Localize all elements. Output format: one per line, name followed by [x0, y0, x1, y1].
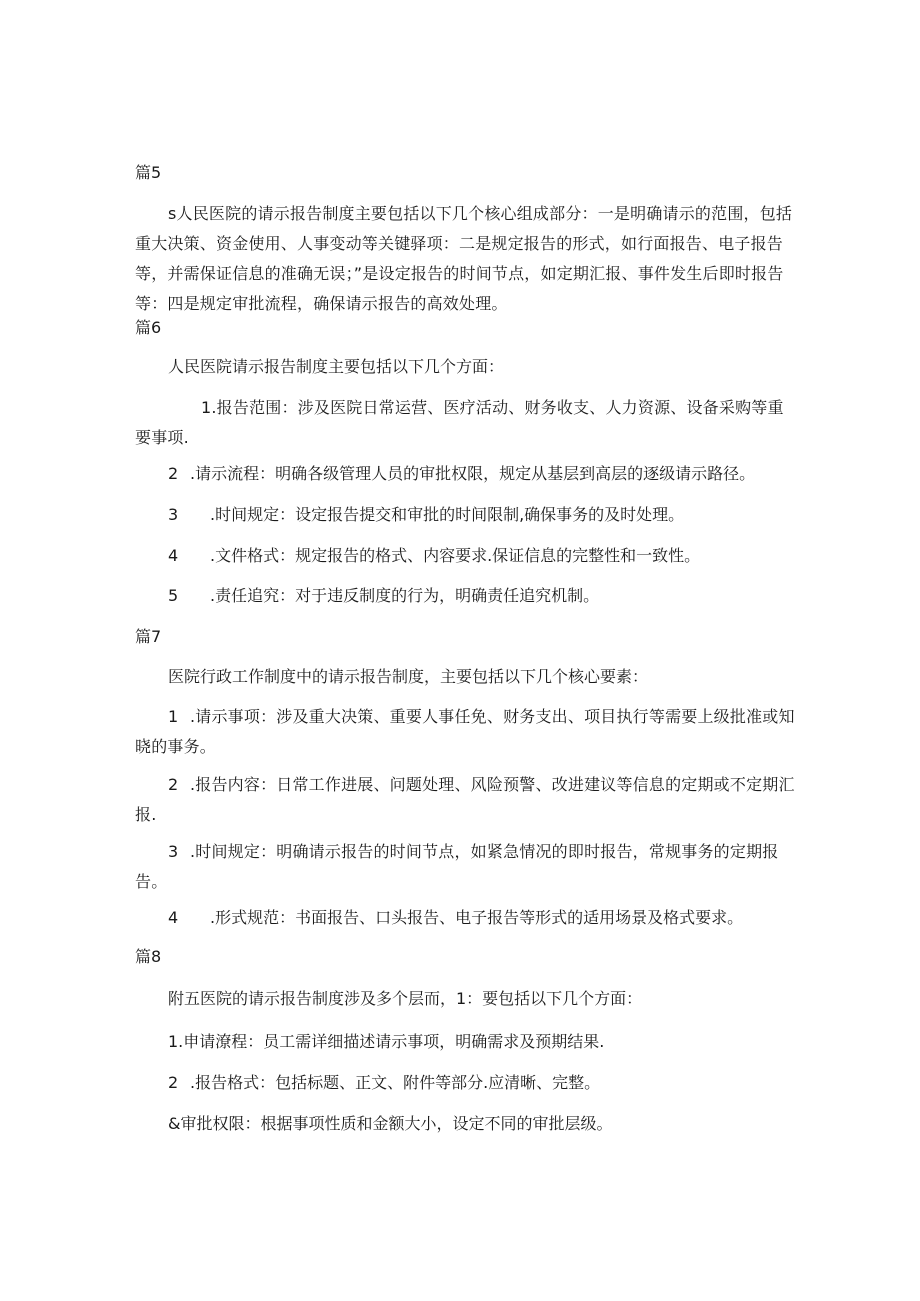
section-8-item-3: [168, 1114, 613, 1134]
section-6-item-1: [135, 393, 795, 453]
section-heading-8: 篇8: [135, 947, 162, 966]
section-7-intro: 医院行政工作制度中的请示报告制度，主要包括以下几个核心要素：: [168, 667, 649, 686]
item-text: .请示事项：涉及重大决策、重要人事任免、财务支出、项目执行等需要上级批准或知晓的事务。: [135, 707, 795, 756]
item-text: .时间规定：明确请示报告的时间节点，如紧急情况的即时报告，常规事务的定期报告。: [135, 842, 779, 891]
item-number: 1.: [201, 398, 217, 417]
section-8-item-1: [168, 1032, 604, 1052]
section-heading-6: 篇6: [135, 318, 162, 337]
section-8-intro: 附五医院的请示报告制度涉及多个层而，1：要包括以下几个方面：: [168, 989, 643, 1008]
section-6-item-4: [168, 546, 700, 566]
item-number: 1.: [168, 1032, 184, 1051]
item-number: 1: [168, 707, 179, 726]
item-text: .报告格式：包括标题、正文、附件等部分.应清晰、完整。: [190, 1073, 601, 1092]
item-text: .时间规定：设定报告提交和审批的时间限制,确保事务的及时处理。: [210, 505, 685, 524]
section-heading-7: 篇7: [135, 627, 162, 646]
section-6-item-5: [168, 586, 599, 606]
section-6-item-2: [168, 464, 755, 484]
item-number: 5: [168, 586, 179, 605]
item-number: 3: [168, 842, 179, 861]
section-5-body: s人民医院的请示报告制度主要包括以下几个核心组成部分：一是明确请示的范围，包括重大决策、资金使用、人事变动等关键驿项：二是规定报告的形式，如行面报告、电子报告等，并需保证信息的准确无误；”是设定报告的时间节点，如定期汇报、事件发生后即时报告等：四是规定审批流程，确保请示报告的高效处理。: [135, 204, 793, 313]
item-text: .文件格式：规定报告的格式、内容要求.保证信息的完整性和一致性。: [210, 546, 701, 565]
item-text: 报告范围：涉及医院日常运营、医疗活动、财务收支、人力资源、设备采购等重要事项.: [135, 398, 784, 447]
item-number: 4: [168, 546, 179, 565]
section-6-intro: 人民医院请示报告制度主要包括以下几个方面：: [168, 357, 505, 376]
item-text: .形式规范：书面报告、口头报告、电子报告等形式的适用场景及格式要求。: [210, 908, 744, 927]
item-text: 申请潦程：员工需详细描述请示事项，明确需求及预期结果.: [183, 1032, 605, 1051]
item-number: 2: [168, 775, 179, 794]
section-8-item-2: [168, 1073, 600, 1093]
item-text: 审批权限：根据事项性质和金额大小，设定不同的审批层级。: [180, 1114, 613, 1133]
section-7-item-4: [168, 908, 743, 928]
item-number: 3: [168, 505, 179, 524]
item-number: 4: [168, 908, 179, 927]
section-7-item-3: [135, 837, 795, 897]
item-text: .责任追究：对于违反制度的行为，明确责任追究机制。: [210, 586, 600, 605]
section-6-item-3: [168, 505, 684, 525]
item-number: 2: [168, 1073, 179, 1092]
section-7-item-1: [135, 702, 795, 762]
item-number: 2: [168, 464, 179, 483]
section-heading-5: 篇5: [135, 163, 162, 182]
item-text: .报告内容：日常工作进展、问题处理、风险预警、改进建议等信息的定期或不定期汇报.: [135, 775, 795, 824]
section-7-item-2: [135, 770, 795, 830]
item-number: &: [168, 1114, 181, 1133]
item-text: .请示流程：明确各级管理人员的审批权限，规定从基层到高层的逐级请示路径。: [190, 464, 756, 483]
